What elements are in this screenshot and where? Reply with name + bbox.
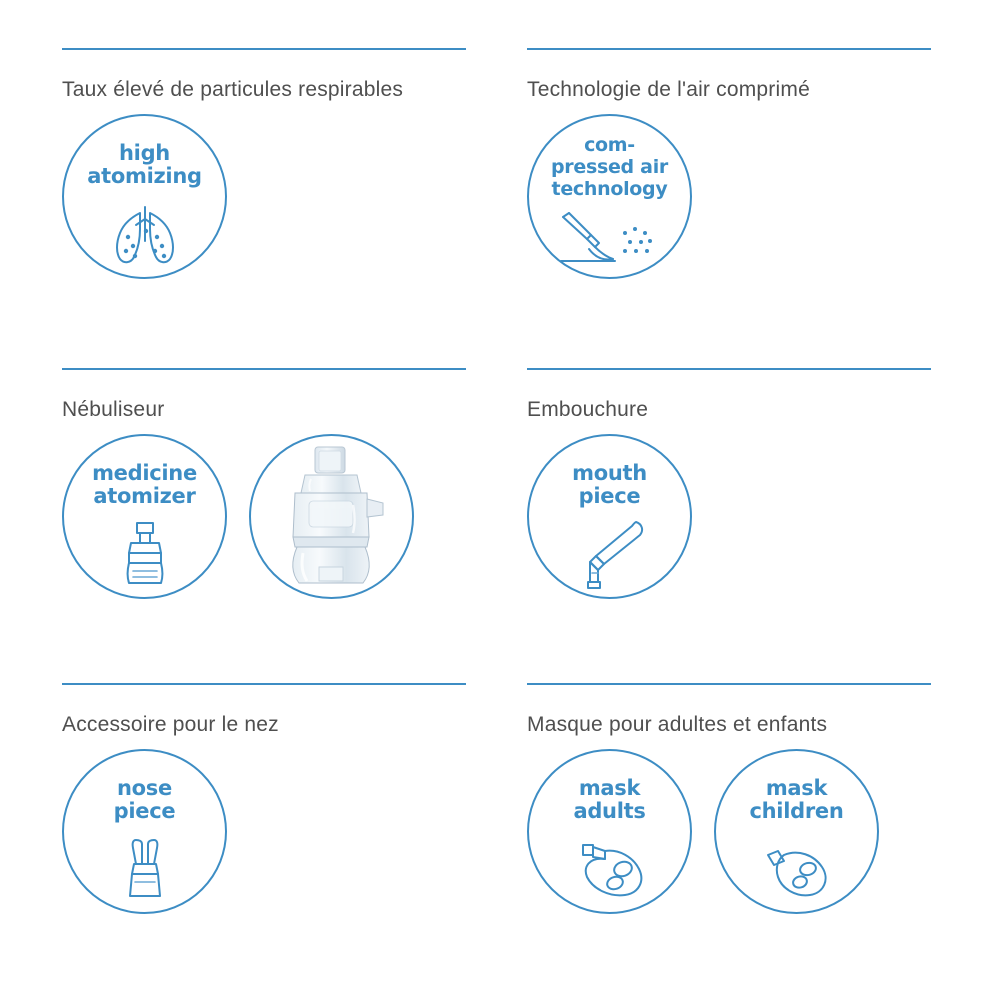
atomizer-icon: [64, 518, 225, 589]
badge-label-line: nose: [117, 776, 172, 800]
badge-label: [64, 462, 225, 508]
divider-line: [62, 683, 466, 685]
cell-title: Taux élevé de particules respirables: [62, 78, 404, 101]
airbrush-spray-icon: [529, 206, 690, 269]
badge-group: [62, 114, 487, 279]
badge-compressed-air: [527, 114, 692, 279]
badge-label-line: piece: [578, 484, 641, 508]
badge-label-line: atomizer: [93, 484, 196, 508]
badge-group: [527, 749, 899, 914]
badge-label: [64, 142, 225, 188]
badge-mask-adults: [527, 749, 692, 914]
badge-label-line: com-: [584, 134, 635, 156]
cell-title: Technologie de l'air comprimé: [527, 78, 810, 101]
feature-cell-nosepiece: [62, 683, 527, 983]
badge-nebulizer-photo: [249, 434, 414, 599]
mask-child-icon: [716, 833, 877, 904]
badge-label-line: adults: [573, 799, 646, 823]
badge-label: [716, 777, 877, 823]
badge-mask-children: [714, 749, 879, 914]
badge-label: [529, 462, 690, 508]
feature-grid: [62, 48, 939, 983]
badge-mouth-piece: [527, 434, 692, 599]
cell-title: Masque pour adultes et enfants: [527, 713, 828, 736]
badge-medicine-atomizer: [62, 434, 227, 599]
mask-adult-icon: [529, 833, 690, 904]
cell-title: Embouchure: [527, 398, 649, 421]
divider-line: [527, 48, 931, 50]
badge-label: [64, 777, 225, 823]
cell-title: Accessoire pour le nez: [62, 713, 279, 736]
badge-label-line: mask: [578, 776, 641, 800]
badge-label-line: piece: [113, 799, 176, 823]
badge-nose-piece: [62, 749, 227, 914]
badge-label-line: mouth: [572, 461, 647, 485]
badge-label-line: medicine: [92, 461, 197, 485]
feature-cell-high-atomizing: [62, 48, 527, 368]
divider-line: [62, 48, 466, 50]
divider-line: [527, 683, 931, 685]
badge-group: [62, 434, 487, 599]
nosepiece-icon: [64, 833, 225, 904]
feature-cell-masks: [527, 683, 939, 983]
badge-label-line: atomizing: [87, 164, 202, 188]
badge-label: [529, 777, 690, 823]
lungs-icon: [64, 198, 225, 269]
nebulizer-photo: [251, 436, 412, 597]
divider-line: [527, 368, 931, 370]
cell-title: Nébuliseur: [62, 398, 165, 421]
badge-label-line: children: [749, 799, 844, 823]
badge-label-line: technology: [551, 178, 668, 200]
feature-cell-nebulizer: [62, 368, 527, 683]
badge-high-atomizing: [62, 114, 227, 279]
mouthpiece-icon: [529, 518, 690, 589]
badge-label-line: mask: [765, 776, 828, 800]
feature-cell-mouthpiece: [527, 368, 939, 683]
badge-label-line: pressed air: [551, 156, 668, 178]
badge-label: [529, 134, 690, 200]
badge-label-line: high: [119, 141, 170, 165]
badge-group: [527, 114, 899, 279]
badge-group: [62, 749, 487, 914]
divider-line: [62, 368, 466, 370]
feature-cell-compressed-air: [527, 48, 939, 368]
badge-group: [527, 434, 899, 599]
